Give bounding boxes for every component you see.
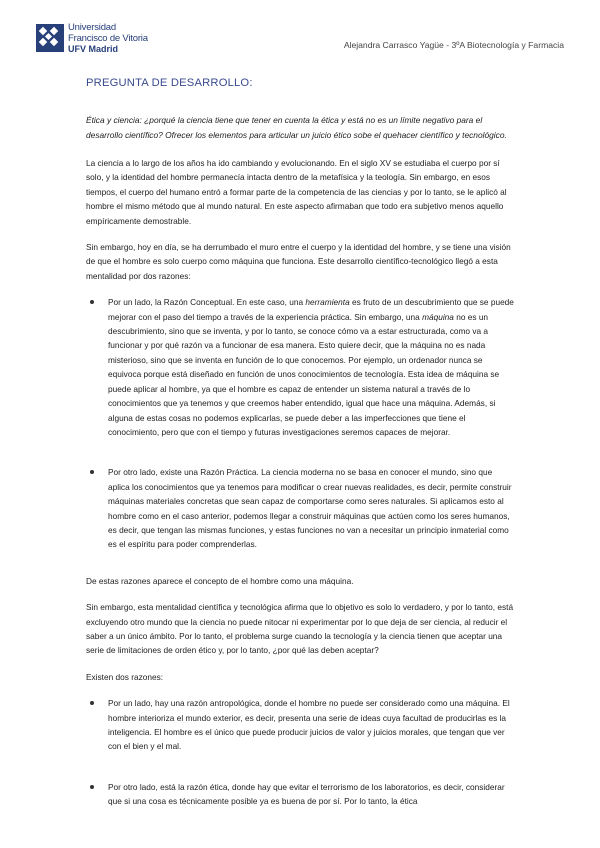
list-item <box>86 465 514 551</box>
list-item-text: Por un lado, hay una razón antropológica, donde el hombre no puede ser considerado como una máquina. El hombre interioriza el mundo exterior, es decir, presenta una serie de ideas cuya facultad de producirlas es la inteligencia. El hombre es el único que puede producir juicios de valor y juicios morales, que tengan que ver con el bien y el mal. <box>108 698 510 752</box>
bullet-icon <box>90 701 94 705</box>
paragraph-4: Sin embargo, esta mentalidad científica y tecnológica afirma que lo objetivo es solo lo verdadero, y por lo tanto, está excluyendo otro mundo que la ciencia no puede nitocar ni experimentar por lo que deja de ser ciencia, al reducir el saber a un único ámbito. Por lo tanto, el problema surge cuando la tecnología y la ciencia tienen que aceptar una serie de limitaciones de orden ético y, por lo tanto, ¿por qué las deben aceptar? <box>86 602 514 656</box>
bullet-icon <box>90 470 94 474</box>
reasons-list-2 <box>86 696 514 808</box>
document-body <box>86 77 514 821</box>
reasons-list-1 <box>86 295 514 552</box>
list-item-emphasis: herramienta <box>305 297 350 308</box>
paragraph-3: De estas razones aparece el concepto de el hombre como una máquina. <box>86 575 354 586</box>
ufv-logo-icon <box>36 20 64 56</box>
section-title: PREGUNTA DE DESARROLLO: <box>86 77 253 89</box>
logo-line-name: Francisco de Vitoria <box>68 32 148 44</box>
paragraph-5: Existen dos razones: <box>86 671 164 682</box>
question-text: Ética y ciencia: ¿porqué la ciencia tiene que tener en cuenta la ética y está no es un límite negativo para el desarrollo científico? Ofrecer los elementos para articular un juicio ético sobe el quehacer científico y tecnológico. <box>86 115 507 140</box>
list-item <box>86 696 514 754</box>
university-logo <box>36 20 148 56</box>
list-item-text: Por otro lado, existe una Razón Práctica. La ciencia moderna no se basa en conocer el mundo, sino que aplica los conocimientos que ya tenemos para modificar o crear nuevas realidades, es decir, permite construir máquinas materiales concretas que sean capaz de comportarse como seres naturales. Si aplicamos esto al hombre como en el caso anterior, podemos llegar a construir máquinas que actúen como los seres humanos, es decir, que tengan las mismas funciones, y estas funciones no van a necesitar un principio inmaterial como es el espíritu para poder comprenderlas. <box>108 467 512 550</box>
list-item <box>86 780 514 809</box>
list-item-text-c: no es un descubrimiento, sino que se inventa, y por lo tanto, se conoce cómo va a estar estructurada, como va a funcionar y por qué razón va a funcionar de esa manera. Esto quiere decir, que la máquina no es nada misterioso, sino que se inventa en función de lo que conocemos. Por ejemplo, un ordenador nunca se equivoca porque está diseñado en función de unos conocimientos de tecnología. Esta idea de máquina se puede aplicar al hombre, ya que el hombre es capaz de entender un sistema natural a través de lo conocimientos que ya tenemos y que creemos haber entendido, igual que hace una máquina. Además, si alguna de estas cosas no podemos explicarlas, se puede deber a las imperfecciones que tiene el conocimiento, pero que con el tiempo y futuras investigaciones seremos capaces de mejorar. <box>108 311 500 437</box>
list-item-text: Por otro lado, está la razón ética, donde hay que evitar el terrorismo de los laboratorios, es decir, considerar que si una cosa es técnicamente posible ya es buena de por sí. Por lo tanto, la ética <box>108 781 505 807</box>
bullet-icon <box>90 300 94 304</box>
logo-line-university: Universidad <box>68 21 116 33</box>
paragraph-2: Sin embargo, hoy en día, se ha derrumbado el muro entre el cuerpo y la identidad del hombre, y se tiene una visión de que el hombre es solo cuerpo como máquina que funciona. Este desarrollo científico-tecnológico llegó a esta mentalidad por dos razones: <box>86 242 511 281</box>
author-header: Alejandra Carrasco Yagüe - 3ºA Biotecnología y Farmacia <box>343 40 564 50</box>
list-item-text-b: es fruto de un descubrimiento que se puede mejorar con el paso del tiempo a través de la experiencia práctica. Sin embargo, una <box>108 297 514 322</box>
list-item-emphasis-2: máquina <box>422 311 454 322</box>
page-header <box>36 20 564 64</box>
list-item-text-a: Por un lado, la Razón Conceptual. En este caso, una <box>108 297 306 308</box>
bullet-icon <box>90 785 94 789</box>
list-item <box>86 295 514 439</box>
paragraph-1: La ciencia a lo largo de los años ha ido cambiando y evolucionando. En el siglo XV se estudiaba el cuerpo por sí solo, y la identidad del hombre permanecía intacta dentro de la metafísica y la teología. Sin embargo, en esos tiempos, el cuerpo del humano entró a formar parte de la competencia de las ciencias y por lo tanto, se le aplicó al hombre el mismo método que al mundo natural. En este aspecto afirmaban que todo era subjetivo menos aquello empíricamente demostrable. <box>86 158 507 226</box>
logo-line-campus: UFV Madrid <box>68 43 119 54</box>
